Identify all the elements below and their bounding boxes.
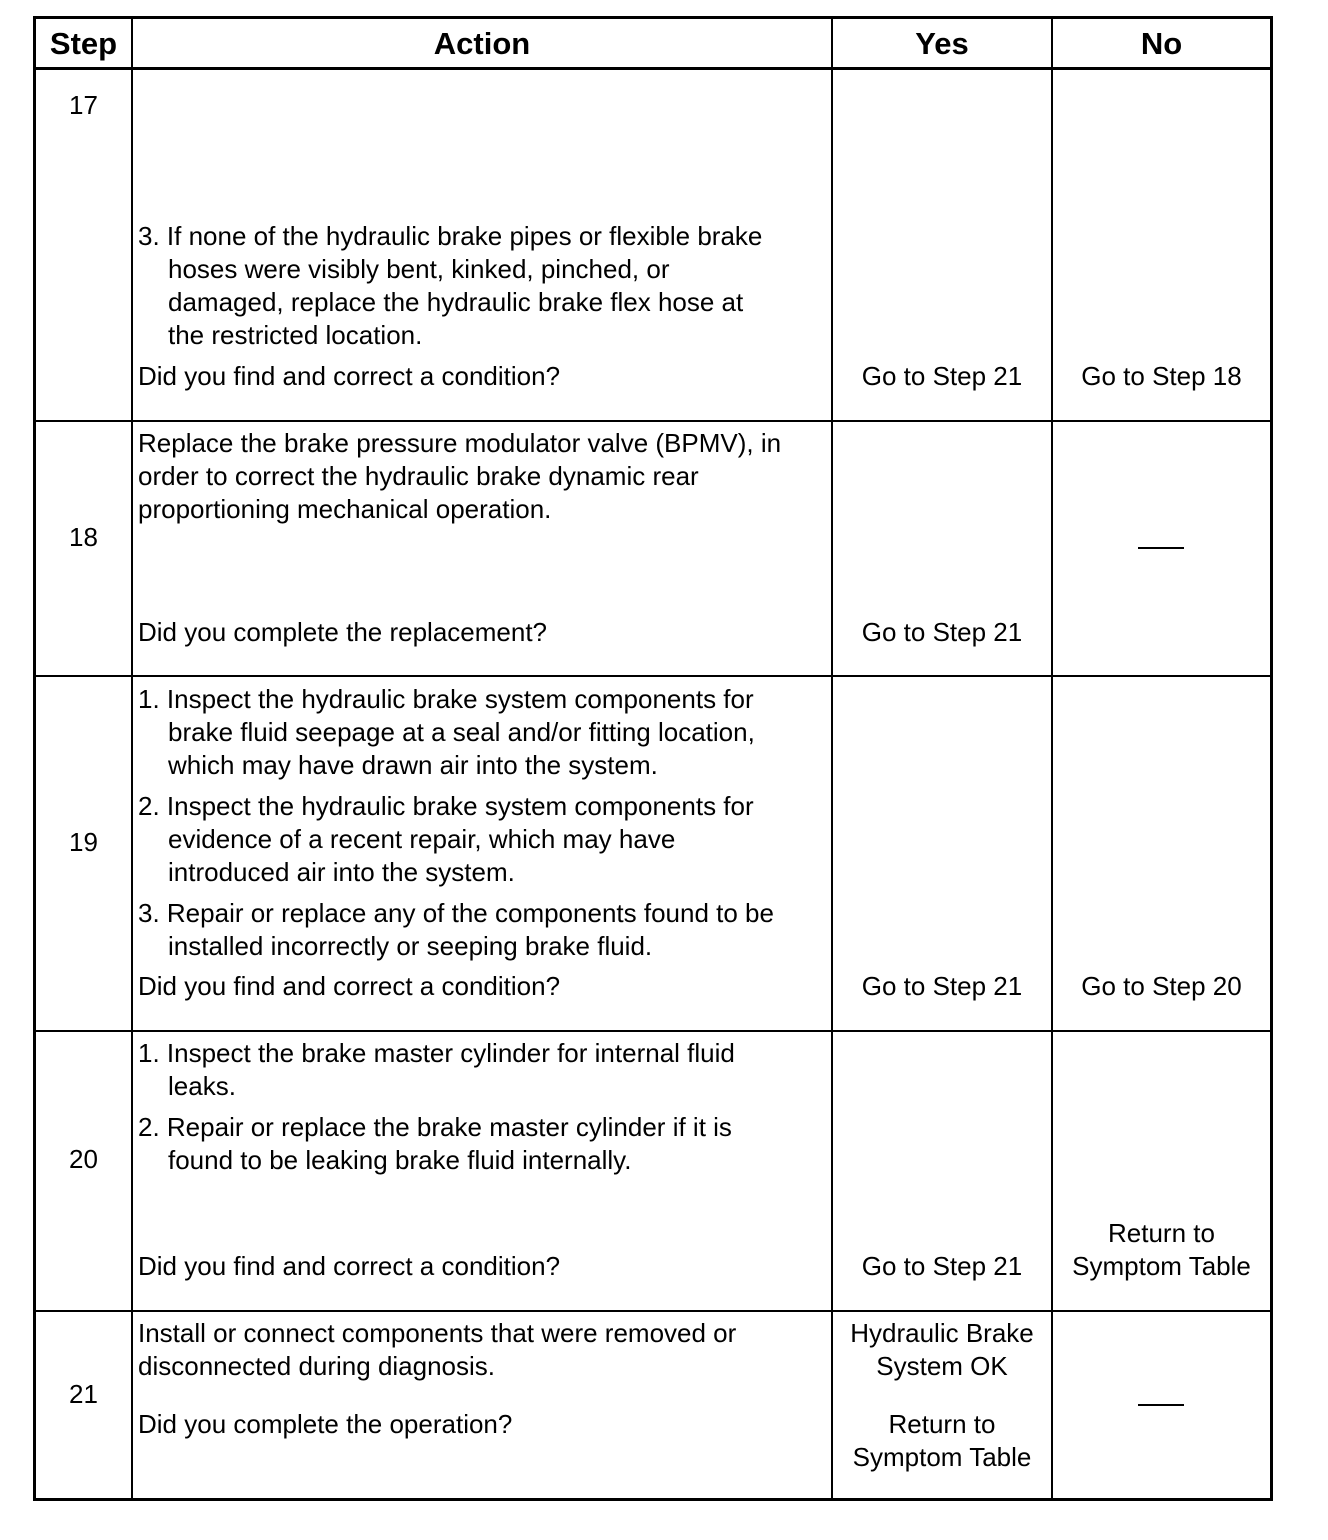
yes-result: Return to [888, 1409, 996, 1439]
yes-result: Go to Step 21 [861, 361, 1023, 391]
step-number: 21 [69, 1379, 98, 1409]
action-text: damaged, replace the hydraulic brake flex hose at [168, 287, 744, 317]
action-text: evidence of a recent repair, which may have [168, 824, 676, 854]
question-text: Did you complete the operation? [138, 1409, 513, 1439]
question-text: Did you find and correct a condition? [138, 361, 561, 391]
action-text: 1. Inspect the hydraulic brake system components for [138, 684, 754, 714]
yes-result: Go to Step 21 [861, 971, 1023, 1001]
yes-result: System OK [876, 1351, 1008, 1381]
column-divider [131, 19, 133, 1498]
action-text: 2. Inspect the hydraulic brake system components for [138, 791, 754, 821]
action-text: disconnected during diagnosis. [138, 1351, 496, 1381]
no-result-dash [1138, 547, 1184, 549]
action-text: 3. Repair or replace any of the components found to be [138, 898, 774, 928]
no-result: Go to Step 18 [1081, 361, 1242, 391]
yes-result: Hydraulic Brake [850, 1318, 1034, 1348]
action-text: leaks. [168, 1071, 236, 1101]
row-divider [36, 675, 1270, 677]
header-no: No [1140, 26, 1183, 61]
action-text: installed incorrectly or seeping brake fluid. [168, 931, 653, 961]
row-divider [36, 420, 1270, 422]
action-text: found to be leaking brake fluid internally. [168, 1145, 632, 1175]
action-text: introduced air into the system. [168, 857, 515, 887]
header-step: Step [49, 26, 118, 61]
action-text: which may have drawn air into the system. [168, 750, 658, 780]
action-text: Replace the brake pressure modulator valve (BPMV), in [138, 428, 782, 458]
step-number: 20 [69, 1144, 98, 1174]
action-text: hoses were visibly bent, kinked, pinched, or [168, 254, 670, 284]
step-number: 18 [69, 522, 98, 552]
step-number: 17 [69, 90, 98, 120]
no-result: Go to Step 20 [1081, 971, 1242, 1001]
action-text: 3. If none of the hydraulic brake pipes or flexible brake [138, 221, 763, 251]
action-text: 2. Repair or replace the brake master cylinder if it is [138, 1112, 732, 1142]
action-text: 1. Inspect the brake master cylinder for internal fluid [138, 1038, 735, 1068]
row-divider [36, 1030, 1270, 1032]
action-text: order to correct the hydraulic brake dynamic rear [138, 461, 699, 491]
yes-result: Symptom Table [852, 1442, 1032, 1472]
no-result-dash [1138, 1404, 1184, 1406]
question-text: Did you complete the replacement? [138, 617, 548, 647]
action-text: Install or connect components that were removed or [138, 1318, 737, 1348]
step-number: 19 [69, 827, 98, 857]
row-divider [36, 1310, 1270, 1312]
action-text: the restricted location. [168, 320, 423, 350]
action-text: brake fluid seepage at a seal and/or fitting location, [168, 717, 755, 747]
question-text: Did you find and correct a condition? [138, 971, 561, 1001]
diagnostic-table [33, 16, 1273, 1501]
yes-result: Go to Step 21 [861, 1251, 1023, 1281]
action-text: proportioning mechanical operation. [138, 494, 552, 524]
header-action: Action [433, 26, 531, 61]
header-yes: Yes [915, 26, 969, 61]
yes-result: Go to Step 21 [861, 617, 1023, 647]
no-result: Symptom Table [1072, 1251, 1251, 1281]
no-result: Return to [1108, 1218, 1215, 1248]
question-text: Did you find and correct a condition? [138, 1251, 561, 1281]
